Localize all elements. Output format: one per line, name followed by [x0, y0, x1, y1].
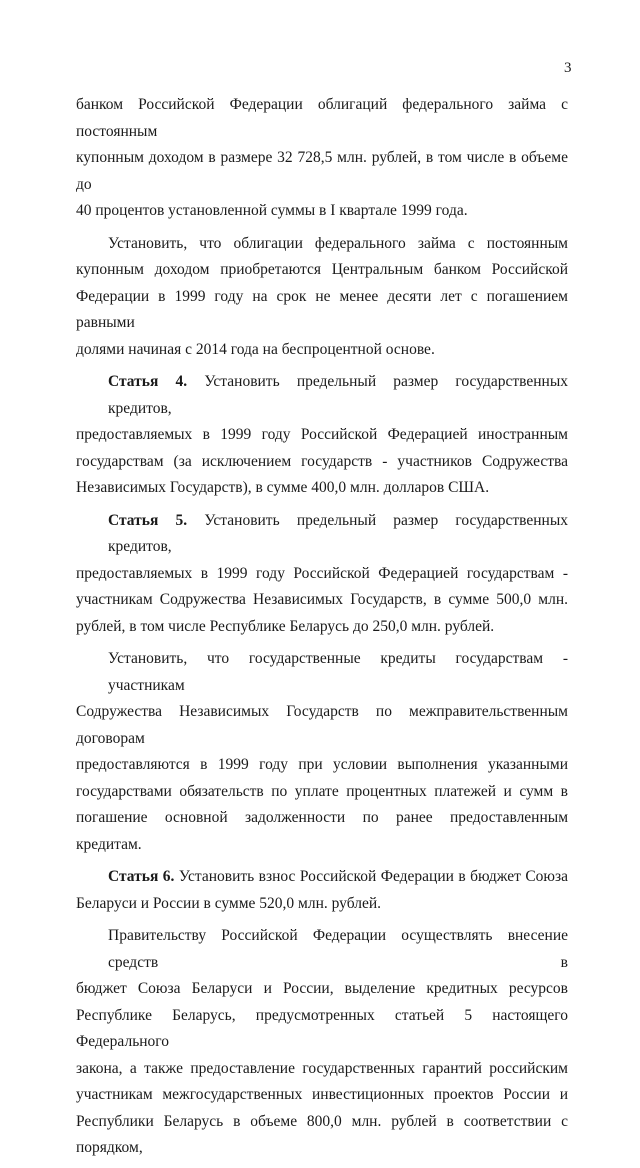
- text-line: Республики Беларусь в объеме 800,0 млн. рублей в соответствии с порядком,: [76, 1112, 568, 1156]
- paragraph: [76, 92, 568, 225]
- text-line: Установить предельный размер государственных кредитов,: [108, 511, 569, 555]
- text-line: 40 процентов установленной суммы в I квартале 1999 года.: [76, 202, 468, 219]
- text-line: банком Российской Федерации облигаций федерального займа с постоянным: [76, 96, 568, 140]
- article-heading: Статья 6.: [108, 868, 175, 885]
- text-line: государствами обязательств по уплате процентных платежей и сумм в: [76, 782, 568, 800]
- text-line: Федерации в 1999 году на срок не менее десяти лет с погашением равными: [76, 287, 568, 331]
- text-line: участникам Содружества Независимых Государств, в сумме 500,0 млн.: [76, 591, 568, 608]
- text-line: Беларуси и России в сумме 520,0 млн. рублей.: [76, 894, 382, 912]
- article-heading: Статья 5.: [108, 511, 188, 529]
- text-line: рублей, в том числе Республике Беларусь до 250,0 млн. рублей.: [76, 617, 495, 635]
- paragraph: [76, 646, 568, 858]
- text-line: государствам (за исключением государств - участников Содружества: [76, 452, 568, 470]
- text-line: предоставляются в 1999 году при условии выполнения указанными: [76, 756, 568, 773]
- page-number: 3: [564, 60, 572, 76]
- article-heading: Статья 4.: [108, 373, 188, 390]
- text-line: участникам межгосударственных инвестиционных проектов России и: [76, 1086, 568, 1103]
- article-4-paragraph: [76, 369, 568, 502]
- text-line: Установить взнос Российской Федерации в бюджет Союза: [178, 868, 569, 885]
- text-line: Установить, что государственные кредиты государствам - участникам: [108, 650, 568, 694]
- text-line: бюджет Союза Беларуси и России, выделение кредитных ресурсов: [76, 980, 568, 997]
- paragraph: [76, 923, 568, 1162]
- text-line: купонным доходом в размере 32 728,5 млн. рублей, в том числе в объеме до: [76, 149, 568, 193]
- paragraph: [76, 231, 568, 364]
- text-line: Содружества Независимых Государств по межправительственным договорам: [76, 703, 568, 747]
- text-line: погашение основной задолженности по ранее предоставленным кредитам.: [76, 809, 568, 853]
- text-line: закона, а также предоставление государственных гарантий российским: [76, 1059, 568, 1077]
- text-line: Правительству Российской Федерации осуществлять внесение средств в: [108, 927, 568, 971]
- text-line: купонным доходом приобретаются Центральным банком Российской: [76, 261, 568, 278]
- text-line: предоставляемых в 1999 году Российской Федерацией иностранным: [76, 426, 568, 443]
- text-line: долями начиная с 2014 года на беспроцентной основе.: [76, 340, 435, 358]
- document-body: [76, 92, 568, 1168]
- text-line: Республике Беларусь, предусмотренных статьей 5 настоящего Федерального: [76, 1006, 568, 1050]
- text-line: Установить, что облигации федерального займа с постоянным: [108, 234, 568, 252]
- article-5-paragraph: [76, 508, 568, 641]
- text-line: Независимых Государств), в сумме 400,0 млн. долларов США.: [76, 479, 490, 496]
- text-line: предоставляемых в 1999 году Российской Федерацией государствам -: [76, 564, 568, 582]
- text-line: Установить предельный размер государственных кредитов,: [108, 373, 569, 417]
- article-6-paragraph: [76, 864, 568, 917]
